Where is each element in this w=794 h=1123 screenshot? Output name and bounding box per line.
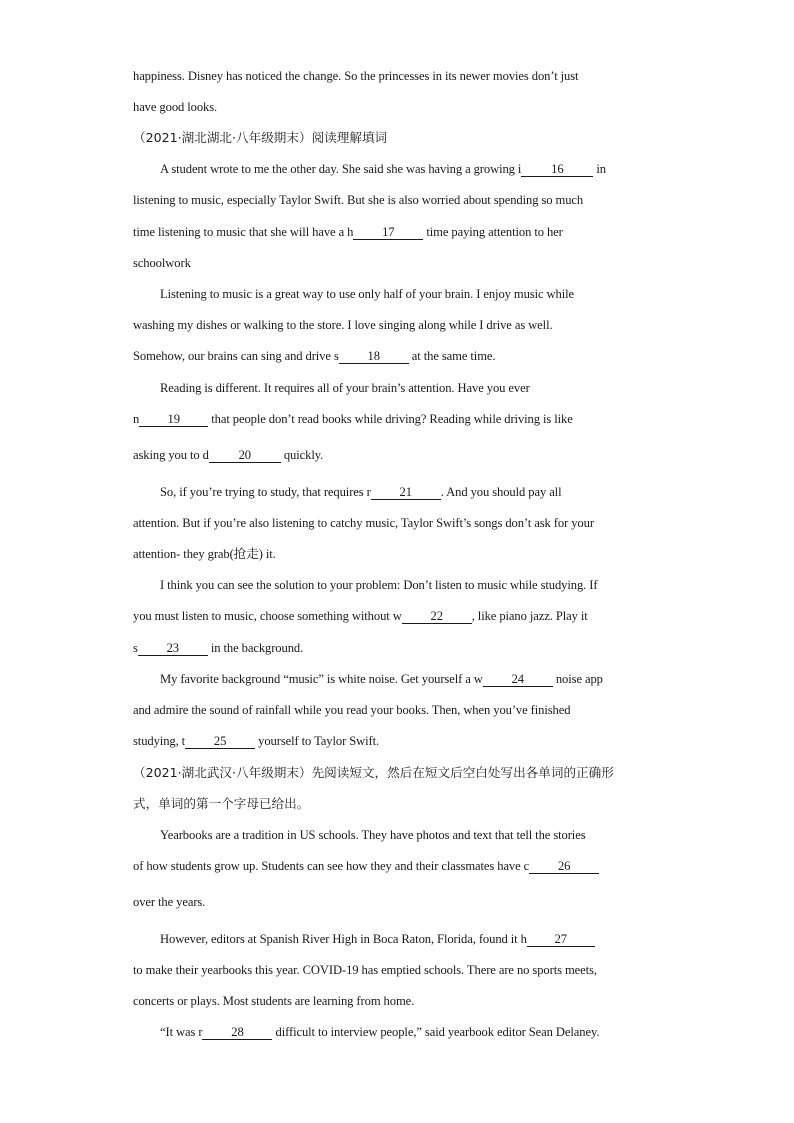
blank-number: 21: [399, 485, 412, 499]
text-line: [133, 348, 495, 364]
answer-blank-18[interactable]: [339, 349, 409, 364]
blank-number: 27: [554, 932, 568, 946]
blank-number: 25: [213, 734, 227, 748]
text-line: [133, 640, 303, 656]
text-segment: . And you should pay all: [440, 485, 562, 499]
text-line: over the years.: [133, 895, 206, 909]
text-segment: studying, t: [133, 734, 186, 748]
text-segment: , like piano jazz. Play it: [471, 609, 588, 623]
text-segment: A student wrote to me the other day. She said she was having a growing i: [160, 162, 522, 176]
text-line: happiness. Disney has noticed the change. So the princesses in its newer movies don’t just: [133, 69, 579, 83]
blank-number: 20: [238, 448, 252, 462]
text-line: [133, 411, 573, 427]
answer-blank-22[interactable]: [402, 609, 472, 624]
answer-blank-28[interactable]: [202, 1025, 272, 1040]
text-line: [160, 161, 606, 177]
text-line: have good looks.: [133, 100, 218, 114]
text-segment: So, if you’re trying to study, that requires r: [160, 485, 371, 499]
text-segment: difficult to interview people,” said yearbook editor Sean Delaney.: [272, 1025, 600, 1039]
text-line: Yearbooks are a tradition in US schools. They have photos and text that tell the stories: [160, 828, 586, 842]
blank-number: 18: [367, 349, 380, 363]
text-line: listening to music, especially Taylor Swift. But she is also worried about spending so much: [133, 193, 584, 207]
text-line: [133, 608, 588, 624]
answer-blank-27[interactable]: [527, 932, 595, 947]
answer-blank-26[interactable]: [529, 859, 599, 874]
blank-number: 24: [511, 672, 525, 686]
text-segment: Somehow, our brains can sing and drive s: [133, 349, 339, 363]
answer-blank-17[interactable]: [353, 225, 423, 240]
text-line: [133, 858, 599, 874]
answer-blank-23[interactable]: [138, 641, 208, 656]
text-segment: at the same time.: [408, 349, 496, 363]
text-segment: quickly.: [280, 448, 324, 462]
text-line: I think you can see the solution to your problem: Don’t listen to music while studying. If: [160, 578, 598, 592]
text-segment: you must listen to music, choose something without w: [133, 609, 402, 623]
text-line: attention. But if you’re also listening to catchy music, Taylor Swift’s songs don’t ask for your: [133, 516, 594, 530]
text-line: concerts or plays. Most students are learning from home.: [133, 994, 415, 1008]
text-line: [133, 447, 323, 463]
text-segment: time paying attention to her: [423, 225, 563, 239]
text-segment: that people don’t read books while driving? Reading while driving is like: [208, 412, 573, 426]
text-segment: asking you to d: [133, 448, 209, 462]
section-heading-1: （2021·湖北湖北·八年级期末）阅读理解填词: [133, 130, 388, 145]
blank-number: 22: [430, 609, 443, 623]
text-line: [133, 733, 379, 749]
text-segment: s: [133, 641, 138, 655]
blank-number: 19: [167, 412, 180, 426]
text-segment: n: [133, 412, 140, 426]
answer-blank-24[interactable]: [483, 672, 553, 687]
answer-blank-21[interactable]: [371, 485, 441, 500]
text-segment: However, editors at Spanish River High in Boca Raton, Florida, found it h: [160, 932, 527, 946]
blank-number: 17: [382, 225, 395, 239]
answer-blank-16[interactable]: [521, 162, 593, 177]
text-segment: in the background.: [207, 641, 304, 655]
text-line: [160, 931, 595, 947]
answer-blank-20[interactable]: [209, 448, 281, 463]
text-segment: My favorite background “music” is white noise. Get yourself a w: [160, 672, 483, 686]
text-segment: time listening to music that she will have a h: [133, 225, 354, 239]
text-line: Listening to music is a great way to use only half of your brain. I enjoy music while: [160, 287, 575, 301]
text-segment: yourself to Taylor Swift.: [255, 734, 380, 748]
text-segment: of how students grow up. Students can see how they and their classmates have c: [133, 859, 530, 873]
text-line: and admire the sound of rainfall while you read your books. Then, when you’ve finished: [133, 703, 571, 717]
text-segment: in: [593, 162, 606, 176]
answer-blank-25[interactable]: [185, 734, 255, 749]
text-line: to make their yearbooks this year. COVID-19 has emptied schools. There are no sports meets,: [133, 963, 597, 977]
text-segment: noise app: [552, 672, 603, 686]
text-line: attention- they grab(抢走) it.: [133, 547, 276, 561]
text-line: [160, 1024, 599, 1040]
section-heading-2: （2021·湖北武汉·八年级期末）先阅读短文，然后在短文后空白处写出各单词的正确形: [133, 765, 614, 780]
blank-number: 28: [231, 1025, 244, 1039]
blank-number: 26: [557, 859, 571, 873]
section-heading-2-cont: 式，单词的第一个字母已给出。: [133, 796, 310, 811]
text-line: washing my dishes or walking to the store. I love singing along while I drive as well.: [133, 318, 553, 332]
text-line: schoolwork: [133, 256, 191, 270]
blank-number: 16: [551, 162, 564, 176]
blank-number: 23: [166, 641, 180, 655]
text-segment: “It was r: [160, 1025, 203, 1039]
text-line: [133, 224, 563, 240]
text-line: [160, 484, 561, 500]
answer-blank-19[interactable]: [139, 412, 208, 427]
text-line: Reading is different. It requires all of your brain’s attention. Have you ever: [160, 381, 530, 395]
text-line: [160, 671, 603, 687]
